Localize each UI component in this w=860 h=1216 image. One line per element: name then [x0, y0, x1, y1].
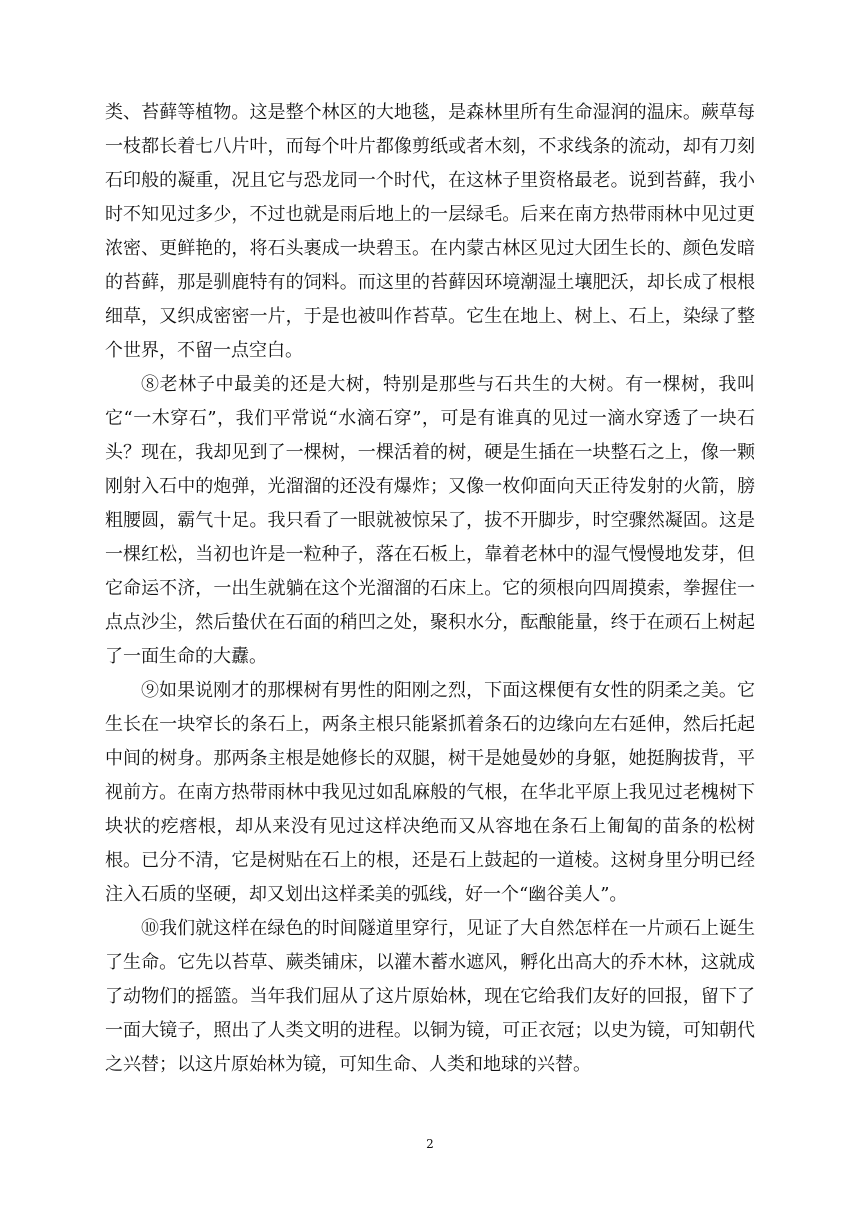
body-text: [105, 96, 755, 1082]
paragraph-9: ⑨如果说刚才的那棵树有男性的阳刚之烈，下面这棵便有女性的阴柔之美。它生长在一块窄长的条石上，两条主根只能紧抓着条石的边缘向左右延伸，然后托起中间的树身。那两条主根是她修长的双腿，树干是她曼妙的身躯，她挺胸拔背，平视前方。在南方热带雨林中我见过如乱麻般的气根，在华北平原上我见过老槐树下块状的疙瘩根，却从来没有见过这样决绝而又从容地在条石上匍匐的苗条的松树根。已分不清，它是树贴在石上的根，还是石上鼓起的一道棱。这树身里分明已经注入石质的坚硬，却又划出这样柔美的弧线，好一个“幽谷美人”。: [105, 680, 755, 905]
paragraph-8: ⑧老林子中最美的还是大树，特别是那些与石共生的大树。有一棵树，我叫它“一木穿石”，我们平常说“水滴石穿”，可是有谁真的见过一滴水穿透了一块石头？现在，我却见到了一棵树，一棵活着的树，硬是生插在一块整石之上，像一颗刚射入石中的炮弹，光溜溜的还没有爆炸；又像一枚仰面向天正待发射的火箭，膀粗腰圆，霸气十足。我只看了一眼就被惊呆了，拔不开脚步，时空骤然凝固。这是一棵红松，当初也许是一粒种子，落在石板上，靠着老林中的湿气慢慢地发芽，但它命运不济，一出生就躺在这个光溜溜的石床上。它的须根向四周摸索，拳握住一点点沙尘，然后蛰伏在石面的稍凹之处，聚积水分，酝酿能量，终于在顽石上树起了一面生命的大纛。: [105, 374, 755, 667]
page-number: 2: [426, 1137, 434, 1151]
paragraph-10: ⑩我们就这样在绿色的时间隧道里穿行，见证了大自然怎样在一片顽石上诞生了生命。它先以苔草、蕨类铺床，以灌木蓄水遮风，孵化出高大的乔木林，这就成了动物们的摇篮。当年我们屈从了这片原始林，现在它给我们友好的回报，留下了一面大镜子，照出了人类文明的进程。以铜为镜，可正衣冠；以史为镜，可知朝代之兴替；以这片原始林为镜，可知生命、人类和地球的兴替。: [105, 918, 755, 1075]
paragraph-continued: 类、苔藓等植物。这是整个林区的大地毯，是森林里所有生命湿润的温床。蕨草每一枝都长着七八片叶，而每个叶片都像剪纸或者木刻，不求线条的流动，却有刀刻石印般的凝重，况且它与恐龙同一个时代，在这林子里资格最老。说到苔藓，我小时不知见过多少，不过也就是雨后地上的一层绿毛。后来在南方热带雨林中见过更浓密、更鲜艳的，将石头裹成一块碧玉。在内蒙古林区见过大团生长的、颜色发暗的苔藓，那是驯鹿特有的饲料。而这里的苔藓因环境潮湿土壤肥沃，却长成了根根细草，又织成密密一片，于是也被叫作苔草。它生在地上、树上、石上，染绿了整个世界，不留一点空白。: [105, 102, 755, 361]
